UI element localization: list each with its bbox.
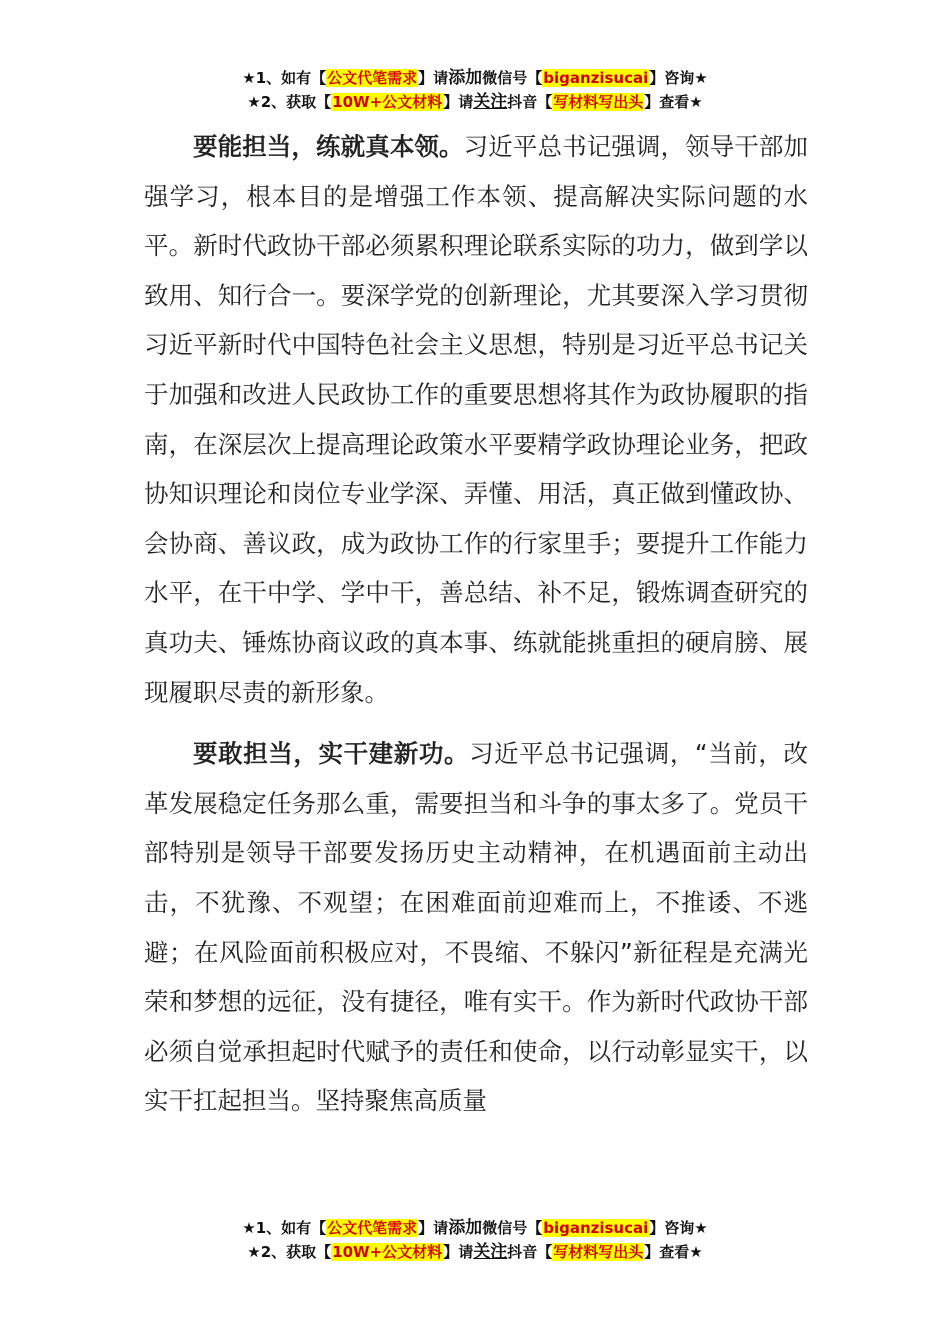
footer-highlight-service: 公文代笔需求 bbox=[327, 1219, 418, 1237]
paragraph-1-body: 习近平总书记强调，领导干部加强学习，根本目的是增强工作本领、提高解决实际问题的水平。新时代政协干部必须累积理论联系实际的功力，做到学以致用、知行合一。要深学党的创新理论，尤其要深入学习贯彻习近平新时代中国特色社会主义思想，特别是习近平总书记关于加强和改进人民政协工作的重要思想将其作为政协履职的指南，在深层次上提高理论政策水平要精学政协理论业务，把政协知识理论和岗位专业学深、弄懂、用活，真正做到懂政协、会协商、善议政，成为政协工作的行家里手；要提升工作能力水平，在干中学、学中干，善总结、补不足，锻炼调查研究的真功夫、锤炼协商议政的真本事、练就能挑重担的硬肩膀、展现履职尽责的新形象。 bbox=[144, 132, 809, 707]
paragraph-1-lead: 要能担当，练就真本领。 bbox=[193, 132, 464, 161]
document-body bbox=[144, 122, 808, 1126]
highlight-service: 公文代笔需求 bbox=[327, 69, 418, 87]
footer-banner-line-1: ★1、如有【公文代笔需求】请添加微信号【biganzisucai】咨询★ bbox=[242, 1218, 708, 1238]
header-banner-line-2: ★2、获取【10W+公文材料】请关注抖音【写材料写出头】查看★ bbox=[247, 92, 703, 112]
paragraph-2-body: 习近平总书记强调，“当前，改革发展稳定任务那么重，需要担当和斗争的事太多了。党员干部特别是领导干部要发扬历史主动精神，在机遇面前主动出击，不犹豫、不观望；在困难面前迎难而上，不推诿、不逃避；在风险面前积极应对，不畏缩、不躲闪”新征程是充满光荣和梦想的远征，没有捷径，唯有实干。作为新时代政协干部必须自觉承担起时代赋予的责任和使命，以行动彰显实干，以实干扛起担当。坚持聚焦高质量 bbox=[144, 739, 808, 1116]
footer-banner bbox=[0, 1216, 950, 1264]
highlight-wechat-id: biganzisucai bbox=[543, 69, 649, 87]
paragraph-2-lead: 要敢担当，实干建新功。 bbox=[193, 739, 470, 769]
footer-highlight-douyin: 写材料写出头 bbox=[553, 1243, 644, 1261]
paragraph-2 bbox=[144, 729, 808, 1126]
paragraph-1 bbox=[144, 122, 808, 717]
footer-highlight-materials: 10W+公文材料 bbox=[332, 1243, 443, 1261]
footer-highlight-wechat-id: biganzisucai bbox=[543, 1219, 649, 1237]
highlight-materials: 10W+公文材料 bbox=[332, 93, 443, 111]
highlight-douyin: 写材料写出头 bbox=[553, 93, 644, 111]
header-banner-line-1: ★1、如有【公文代笔需求】请添加微信号【biganzisucai】咨询★ bbox=[242, 68, 708, 88]
footer-banner-line-2: ★2、获取【10W+公文材料】请关注抖音【写材料写出头】查看★ bbox=[247, 1242, 703, 1262]
header-banner bbox=[0, 66, 950, 114]
